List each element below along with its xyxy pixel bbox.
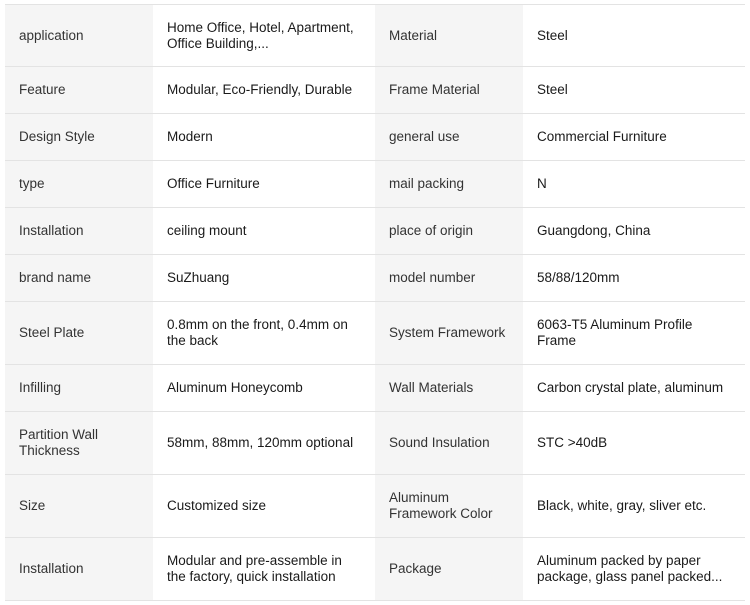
attribute-key: Installation (5, 208, 153, 255)
attribute-value: Modular, Eco-Friendly, Durable (153, 67, 375, 114)
attribute-key: Infilling (5, 365, 153, 412)
attribute-key: Size (5, 475, 153, 538)
attribute-value: Carbon crystal plate, aluminum (523, 365, 745, 412)
attribute-key: application (5, 5, 153, 67)
attribute-key: Installation (5, 538, 153, 601)
attribute-value: 0.8mm on the front, 0.4mm on the back (153, 302, 375, 365)
attribute-value: Aluminum Honeycomb (153, 365, 375, 412)
attribute-key: Design Style (5, 114, 153, 161)
attribute-value: Home Office, Hotel, Apartment, Office Building,... (153, 5, 375, 67)
attribute-key: brand name (5, 255, 153, 302)
table-row (5, 5, 745, 67)
attribute-key: mail packing (375, 161, 523, 208)
table-row (5, 412, 745, 475)
attribute-key: type (5, 161, 153, 208)
product-attributes-table (5, 4, 745, 601)
attribute-value: Aluminum packed by paper package, glass panel packed... (523, 538, 745, 601)
attribute-key: Material (375, 5, 523, 67)
attribute-value: Guangdong, China (523, 208, 745, 255)
table-row (5, 67, 745, 114)
attribute-value: N (523, 161, 745, 208)
attribute-key: Steel Plate (5, 302, 153, 365)
attribute-value: Black, white, gray, sliver etc. (523, 475, 745, 538)
attribute-key: model number (375, 255, 523, 302)
table-row (5, 538, 745, 601)
table-row (5, 114, 745, 161)
attribute-value: Office Furniture (153, 161, 375, 208)
attribute-key: Wall Materials (375, 365, 523, 412)
attribute-value: 58/88/120mm (523, 255, 745, 302)
table-row (5, 475, 745, 538)
attribute-value: ceiling mount (153, 208, 375, 255)
table-row (5, 365, 745, 412)
attribute-key: Feature (5, 67, 153, 114)
attribute-value: Steel (523, 5, 745, 67)
attribute-key: Package (375, 538, 523, 601)
attribute-key: Partition Wall Thickness (5, 412, 153, 475)
attribute-value: SuZhuang (153, 255, 375, 302)
attribute-value: STC >40dB (523, 412, 745, 475)
attribute-key: general use (375, 114, 523, 161)
attribute-key: Aluminum Framework Color (375, 475, 523, 538)
attributes-body (5, 5, 745, 601)
attribute-value: Commercial Furniture (523, 114, 745, 161)
table-row (5, 302, 745, 365)
attribute-value: 58mm, 88mm, 120mm optional (153, 412, 375, 475)
attribute-key: place of origin (375, 208, 523, 255)
table-row (5, 255, 745, 302)
attribute-key: Frame Material (375, 67, 523, 114)
table-row (5, 208, 745, 255)
attribute-value: Modular and pre-assemble in the factory, quick installation (153, 538, 375, 601)
attribute-key: Sound Insulation (375, 412, 523, 475)
attribute-value: 6063-T5 Aluminum Profile Frame (523, 302, 745, 365)
attribute-value: Modern (153, 114, 375, 161)
attribute-key: System Framework (375, 302, 523, 365)
attribute-value: Steel (523, 67, 745, 114)
table-row (5, 161, 745, 208)
attribute-value: Customized size (153, 475, 375, 538)
